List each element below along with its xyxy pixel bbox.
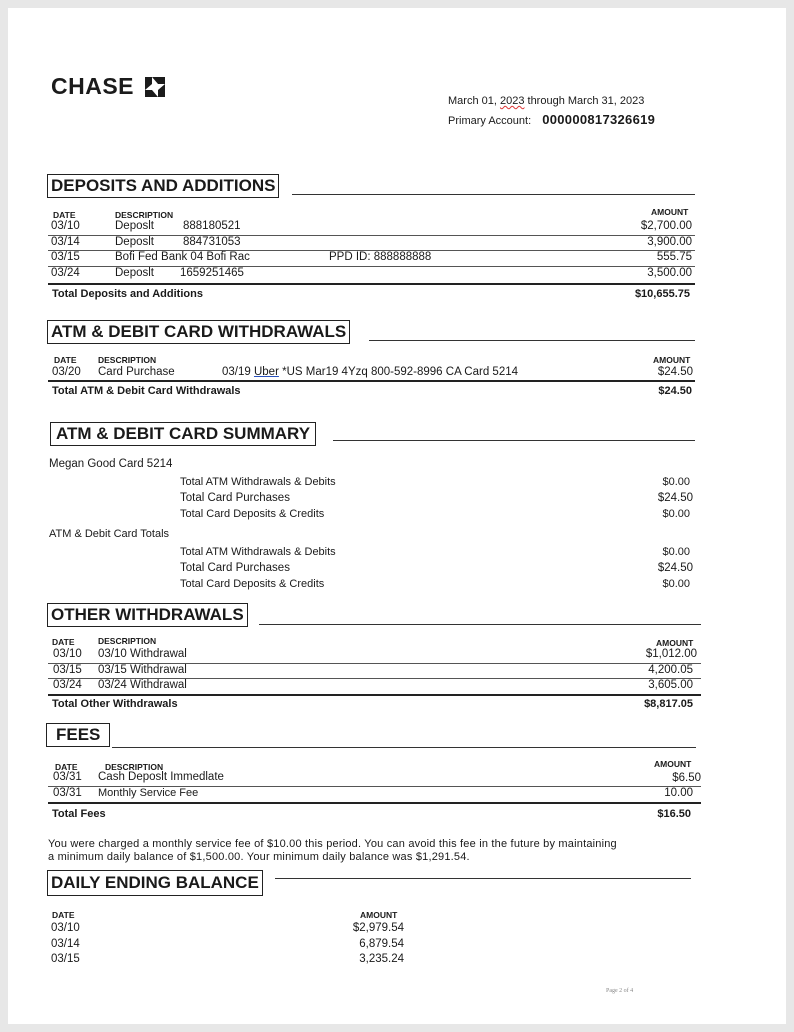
table-cell: 03/15 [51, 251, 80, 263]
table-cell: 03/15 [53, 664, 82, 676]
table-cell: 03/14 [51, 236, 80, 248]
table-cell: Total Card Deposits & Credits [180, 578, 325, 590]
col-date: DATE [52, 910, 75, 920]
card-holder: Megan Good Card 5214 [49, 458, 173, 470]
table-cell: $0.00 [662, 476, 690, 488]
col-description: DESCRIPTION [105, 762, 164, 772]
total-rule [48, 802, 701, 804]
table-cell: $0.00 [662, 508, 690, 520]
col-description: DESCRIPTION [98, 355, 157, 365]
table-cell: $0.00 [662, 578, 690, 590]
table-cell: 1659251465 [180, 267, 244, 279]
daily-balance-section-title: DAILY ENDING BALANCE [47, 870, 263, 896]
statement-period: March 01, 2023 through March 31, 2023 [448, 95, 645, 107]
section-divider [333, 440, 695, 441]
table-cell: Total Card Deposits & Credits [180, 508, 325, 520]
table-cell: 03/14 [51, 938, 80, 950]
table-cell: 3,235.24 [359, 953, 404, 965]
atm-withdrawals-section-title: ATM & DEBIT CARD WITHDRAWALS [47, 320, 350, 344]
section-divider [275, 878, 691, 879]
table-cell: 4,200.05 [648, 664, 693, 676]
section-divider [259, 624, 701, 625]
table-cell: $0.00 [662, 546, 690, 558]
atm-total-amount: $24.50 [658, 385, 692, 397]
table-cell: 03/15 [51, 953, 80, 965]
col-date: DATE [52, 637, 75, 647]
section-divider [292, 194, 695, 195]
table-cell: $2,700.00 [640, 220, 692, 232]
table-cell: 03/19 Uber *US Mar19 4Yzq 800-592-8996 CA Card 5214 [222, 366, 519, 378]
deposits-total-amount: $10,655.75 [634, 288, 690, 300]
chase-logo [51, 73, 165, 100]
table-cell: 884731053 [183, 236, 241, 248]
section-divider [112, 747, 696, 748]
deposits-section-title: DEPOSITS AND ADDITIONS [47, 174, 279, 198]
table-cell: Monthly Service Fee [98, 787, 199, 799]
statement-page [8, 8, 786, 1024]
table-cell: $24.50 [657, 366, 693, 378]
table-cell: Card Purchase [98, 366, 175, 378]
table-cell: 10.00 [664, 787, 693, 799]
other-total-amount: $8,817.05 [644, 698, 693, 710]
table-cell: 03/24 [51, 267, 80, 279]
table-cell: 03/15 Withdrawal [98, 664, 187, 676]
table-cell: 03/24 [53, 679, 82, 691]
table-cell: Total Card Purchases [180, 492, 290, 504]
atm-total-label: Total ATM & Debit Card Withdrawals [52, 385, 241, 397]
chase-octagon-icon [145, 77, 165, 97]
table-cell: 555.75 [656, 251, 692, 263]
table-cell: 888180521 [183, 220, 241, 232]
fees-total-label: Total Fees [52, 808, 106, 820]
table-cell: Cash Deposlt Immedlate [98, 771, 224, 783]
total-rule [48, 283, 695, 285]
col-amount: AMOUNT [654, 759, 692, 769]
account-number: 000000817326619 [542, 112, 656, 127]
total-rule [48, 380, 695, 382]
table-cell: 03/10 Withdrawal [98, 648, 187, 660]
table-cell: 03/10 [53, 648, 82, 660]
other-withdrawals-section-title: OTHER WITHDRAWALS [47, 603, 248, 627]
table-cell: 03/31 [53, 787, 82, 799]
table-cell: 03/10 [51, 220, 80, 232]
table-cell: 03/24 Withdrawal [98, 679, 187, 691]
table-cell: 03/31 [53, 771, 82, 783]
table-cell: Deposlt [115, 267, 154, 279]
col-description: DESCRIPTION [98, 636, 157, 646]
fee-note-line-1: You were charged a monthly service fee of $10.00 this period. You can avoid this fee in the future by maintaining [48, 838, 617, 850]
table-cell: 03/20 [52, 366, 81, 378]
logo-text: CHASE [51, 73, 135, 99]
col-description: DESCRIPTION [115, 210, 174, 220]
table-cell: $1,012.00 [645, 648, 697, 660]
section-divider [369, 340, 695, 341]
fees-total-amount: $16.50 [657, 808, 691, 820]
table-cell: 6,879.54 [359, 938, 404, 950]
table-cell: 3,605.00 [648, 679, 693, 691]
table-cell: 3,500.00 [647, 267, 692, 279]
col-amount: AMOUNT [360, 910, 398, 920]
table-cell: 3,900.00 [647, 236, 692, 248]
table-cell: Total Card Purchases [180, 562, 290, 574]
table-cell: $6.50 [672, 772, 701, 784]
col-amount: AMOUNT [656, 638, 694, 648]
table-cell: Deposlt [115, 236, 154, 248]
table-cell: Total ATM Withdrawals & Debits [180, 546, 336, 558]
account-label: Primary Account: [448, 115, 532, 127]
card-totals-label: ATM & Debit Card Totals [49, 528, 170, 540]
table-cell: $2,979.54 [352, 922, 404, 934]
page-number: Page 2 of 4 [606, 988, 634, 994]
primary-account [448, 112, 655, 127]
table-cell: 03/10 [51, 922, 80, 934]
col-amount: AMOUNT [651, 207, 689, 217]
table-cell: PPD ID: 888888888 [329, 251, 432, 263]
col-date: DATE [55, 762, 78, 772]
deposits-total-label: Total Deposits and Additions [52, 288, 203, 300]
table-cell: Bofi Fed Bank 04 Bofi Rac [115, 251, 250, 263]
table-cell: Deposlt [115, 220, 154, 232]
table-cell: Total ATM Withdrawals & Debits [180, 476, 336, 488]
fee-note-line-2: a minimum daily balance of $1,500.00. Your minimum daily balance was $1,291.54. [48, 851, 470, 863]
col-date: DATE [53, 210, 76, 220]
col-amount: AMOUNT [653, 355, 691, 365]
table-cell: $24.50 [657, 562, 693, 574]
fees-section-title: FEES [46, 723, 110, 747]
table-cell: $24.50 [657, 492, 693, 504]
atm-summary-section-title: ATM & DEBIT CARD SUMMARY [50, 422, 316, 446]
col-date: DATE [54, 355, 77, 365]
total-rule [48, 694, 701, 696]
other-total-label: Total Other Withdrawals [52, 698, 178, 710]
